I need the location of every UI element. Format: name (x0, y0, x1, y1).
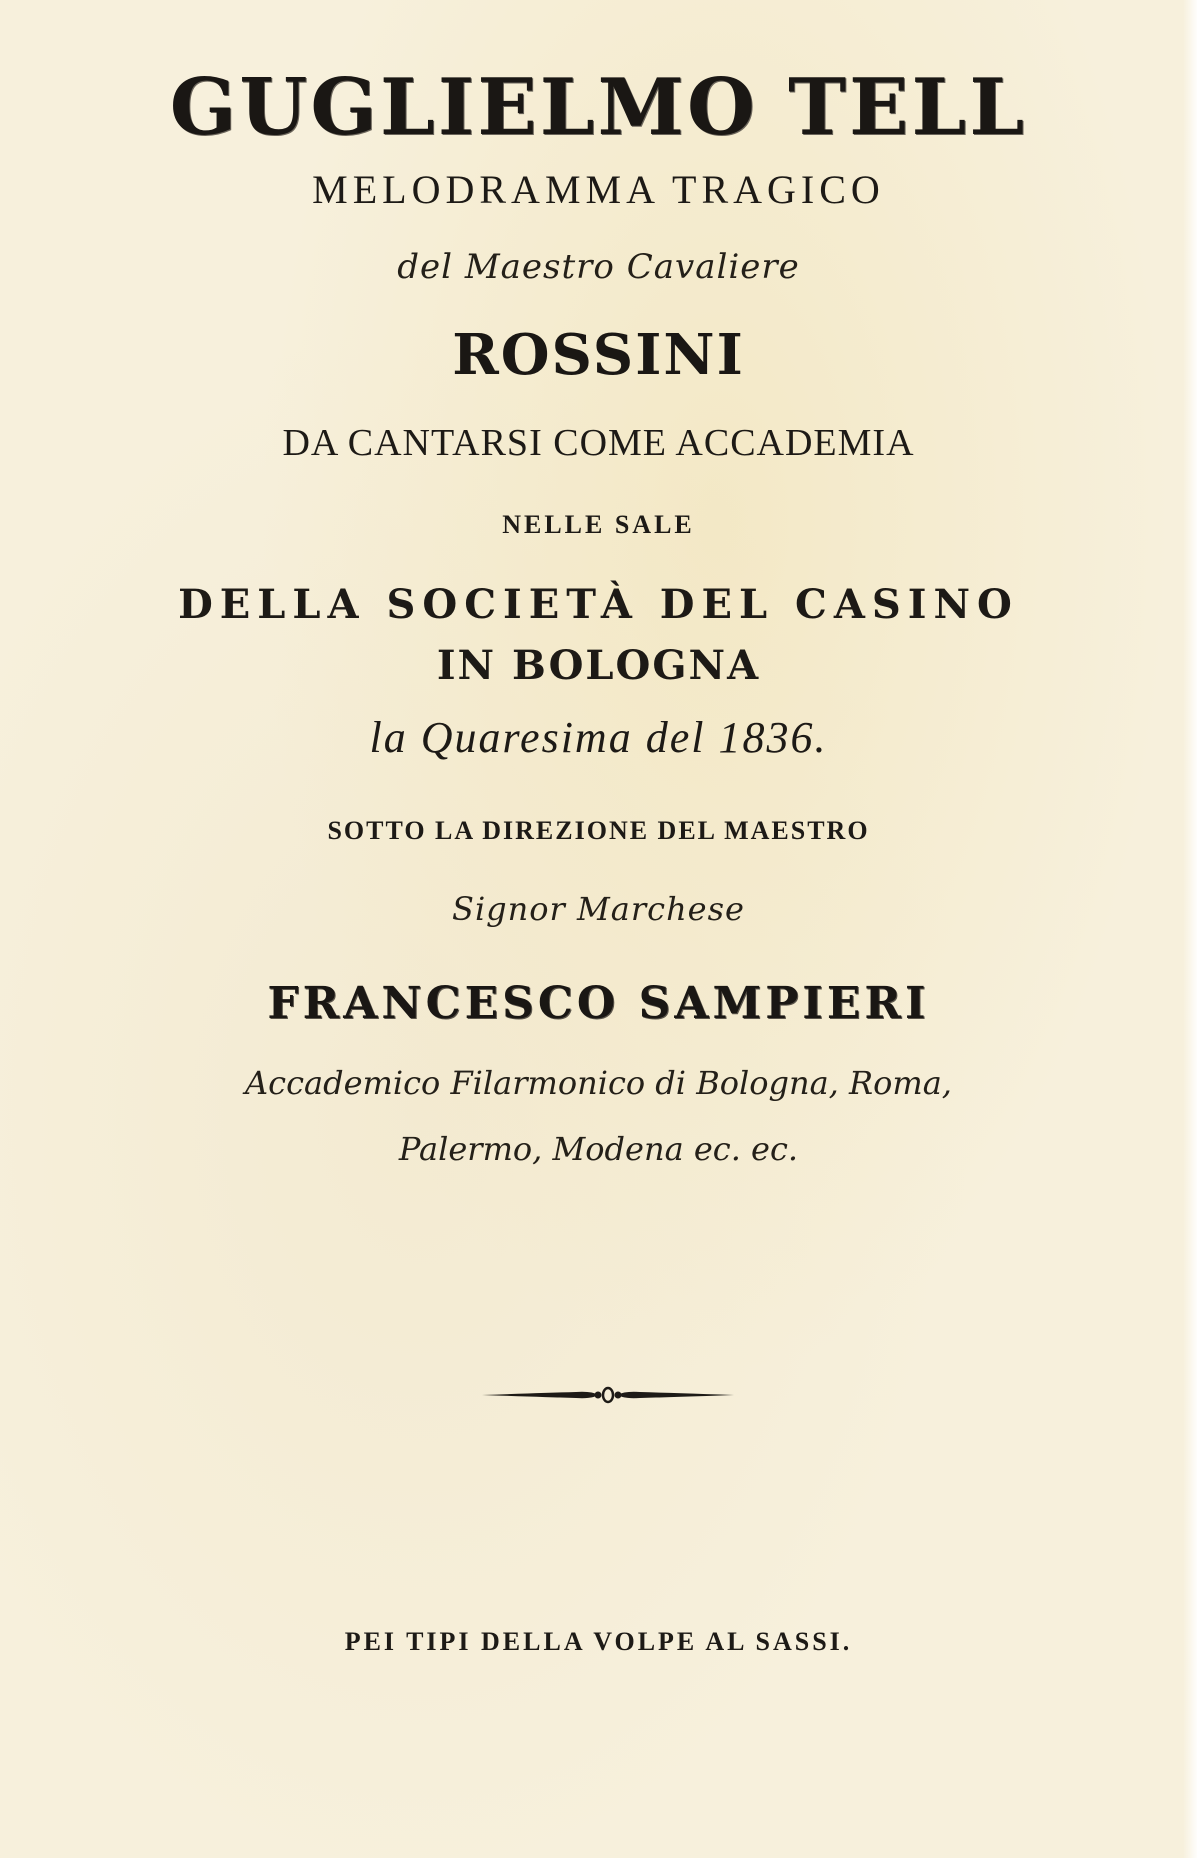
printer-imprint: PEI TIPI DELLA VOLPE AL SASSI. (344, 1627, 853, 1656)
affiliation-line-1: Accademico Filarmonico di Bologna, Roma, (245, 1064, 952, 1102)
performance-note: DA CANTARSI COME ACCADEMIA (282, 422, 915, 464)
conductor-prefix: Signor Marchese (452, 890, 745, 928)
opera-subtitle: MELODRAMMA TRAGICO (312, 167, 885, 212)
affiliation-line-2: Palermo, Modena ec. ec. (398, 1130, 799, 1168)
opera-title: GUGLIELMO TELL (169, 62, 1028, 153)
composer-name: ROSSINI (452, 322, 745, 388)
venue-intro: NELLE SALE (502, 510, 695, 539)
conductor-name: FRANCESCO SAMPIERI (267, 978, 930, 1029)
direction-intro: SOTTO LA DIREZIONE DEL MAESTRO (327, 816, 870, 845)
horizontal-ornament-icon (480, 1383, 736, 1407)
venue-name: DELLA SOCIETÀ DEL CASINO (178, 581, 1019, 628)
composer-prefix: del Maestro Cavaliere (397, 247, 800, 287)
city-name: IN BOLOGNA (436, 642, 761, 689)
season-date: la Quaresima del 1836. (369, 713, 828, 762)
